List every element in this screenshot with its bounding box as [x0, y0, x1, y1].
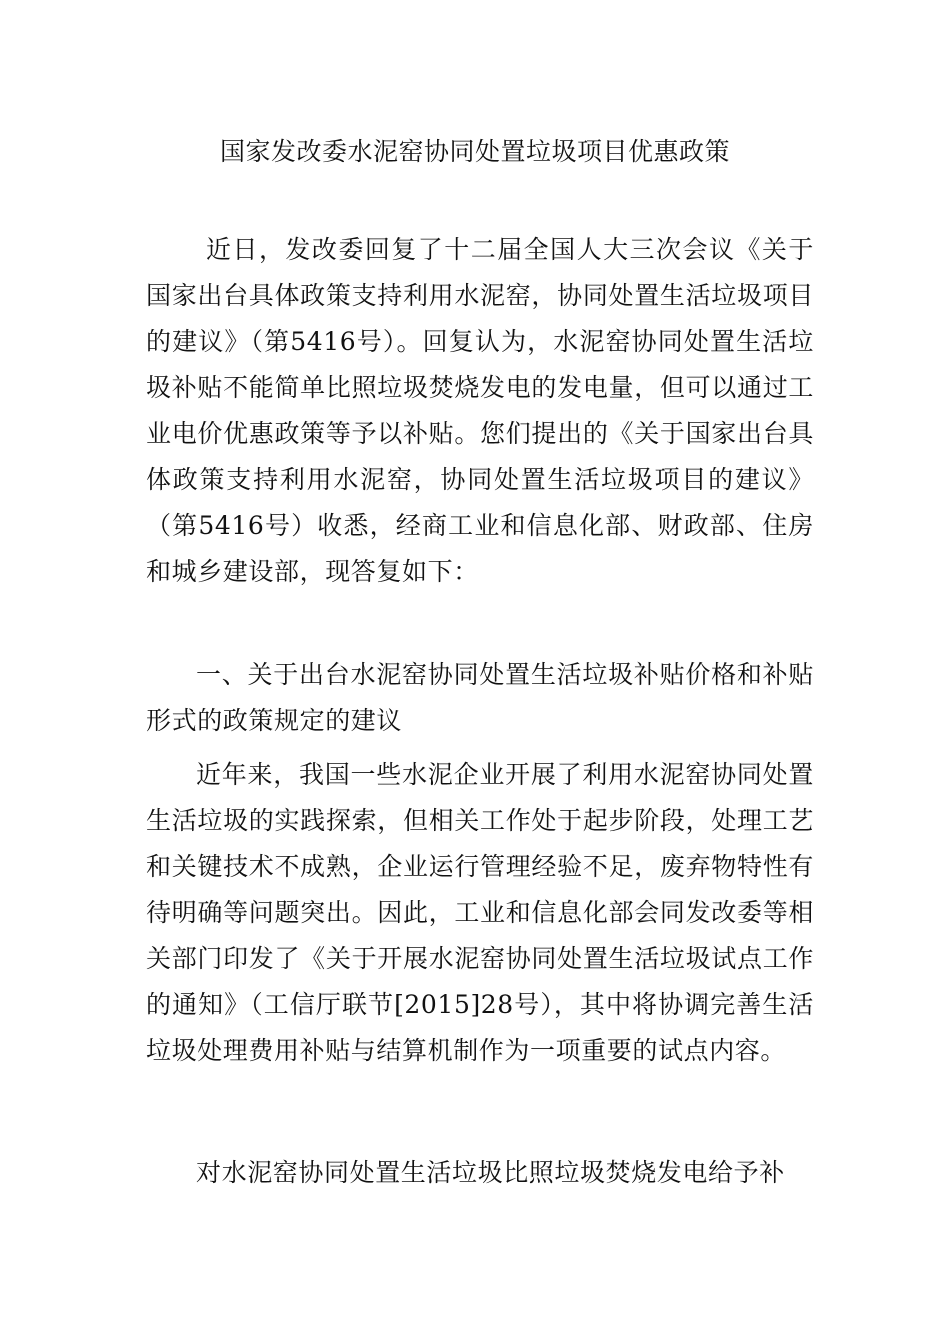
document-title: 国家发改委水泥窑协同处置垃圾项目优惠政策 — [219, 137, 730, 166]
paragraph-background: 近年来，我国一些水泥企业开展了利用水泥窑协同处置生活垃圾的实践探索，但相关工作处于起步阶段，处理工艺和关键技术不成熟，企业运行管理经验不足，废弃物特性有待明确等问题突出。因此，工业和信息化部会同发改委等相关部门印发了《关于开展水泥窑协同处置生活垃圾试点工作的通知》（工信厅联节[2015]28号），其中将协调完善生活垃圾处理费用补贴与结算机制作为一项重要的试点内容。 — [146, 760, 814, 1065]
paragraph-continued: 对水泥窑协同处置生活垃圾比照垃圾焚烧发电给予补 — [196, 1158, 785, 1187]
section-heading-1: 一、关于出台水泥窑协同处置生活垃圾补贴价格和补贴形式的政策规定的建议 — [146, 660, 814, 735]
paragraph-intro: 近日，发改委回复了十二届全国人大三次会议《关于国家出台具体政策支持利用水泥窑，协同处置生活垃圾项目的建议》（第5416号）。回复认为，水泥窑协同处置生活垃圾补贴不能简单比照垃圾焚烧发电的发电量，但可以通过工业电价优惠政策等予以补贴。您们提出的《关于国家出台具体政策支持利用水泥窑，协同处置生活垃圾项目的建议》（第5416号）收悉，经商工业和信息化部、财政部、住房和城乡建设部，现答复如下： — [146, 235, 814, 586]
